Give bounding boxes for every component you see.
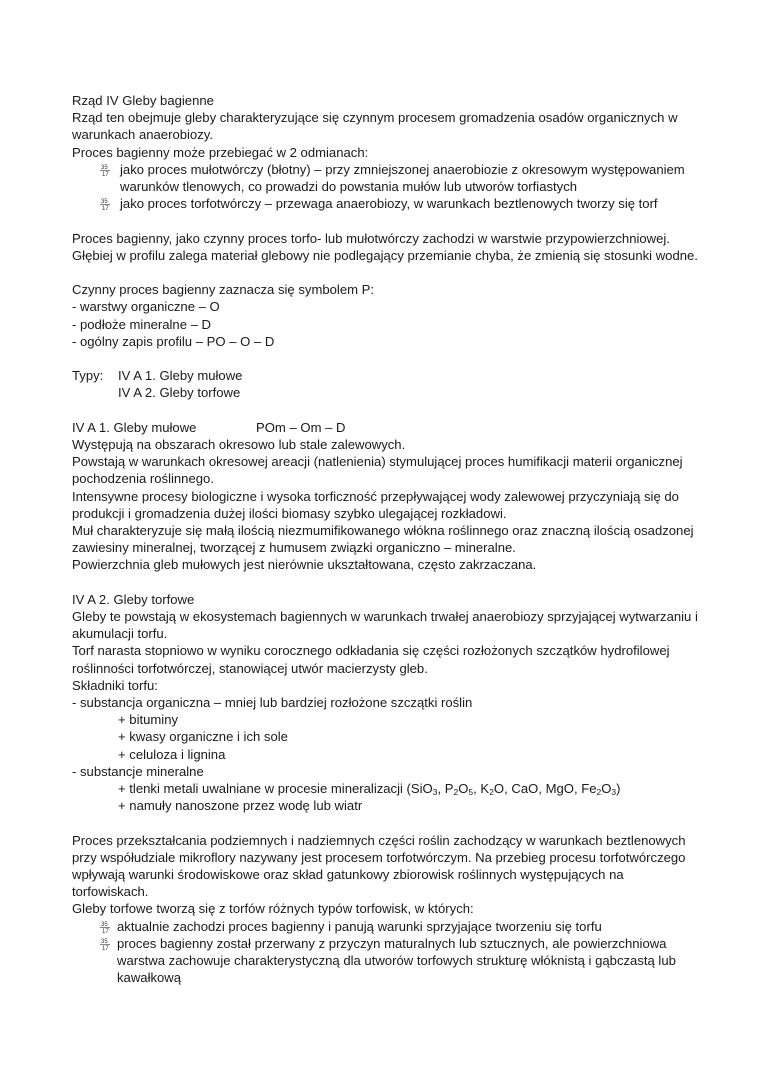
types-block bbox=[72, 367, 702, 401]
mulowe-line: Występują na obszarach okresowo lub stale zalewowych. bbox=[72, 437, 406, 452]
mulowe-line: Powierzchnia gleb mułowych jest nierównie ukształtowana, często zakrzaczana. bbox=[72, 557, 537, 573]
mulowe-line: Intensywne procesy biologiczne i wysoka torficzność przepływającej wody zalewowej przyczyniają się do produkcji i gromadzenia dużej ilości biomasy szybko ulegającej rozkładowi. bbox=[72, 488, 679, 521]
section-heading: Rząd IV Gleby bagienne bbox=[72, 93, 214, 108]
list-item bbox=[72, 161, 702, 195]
svg-text:35: 35 bbox=[101, 938, 108, 945]
origin-text: proces bagienny został przerwany z przyczyn maturalnych lub sztucznych, ale powierzchniowa warstwa zachowuje charakterystyczną dla utworów torfowych strukturę włóknistą i gąbczastą lub kawałkową bbox=[117, 935, 676, 986]
svg-text:17: 17 bbox=[102, 171, 109, 177]
types-label: Typy: bbox=[72, 368, 104, 384]
svg-text:35: 35 bbox=[101, 199, 108, 206]
origin-text: aktualnie zachodzi proces bagienny i panują warunki sprzyjające tworzeniu się torfu bbox=[117, 918, 602, 934]
symbol-lead: Czynny proces bagienny zaznacza się symbolem P: bbox=[72, 282, 375, 298]
organic-item: + celuloza i lignina bbox=[118, 746, 226, 762]
torfowe-line: Torf narasta stopniowo w wyniku corocznego odkładania się części rozłożonych szczątków hydrofilowej roślinności torfotwórczej, stanowiącej utwór macierzysty gleb. bbox=[72, 643, 670, 676]
symbol-line: - podłoże mineralne – D bbox=[72, 316, 212, 332]
calendar-bullet-icon bbox=[98, 197, 112, 211]
variant-text: jako proces mułotwórczy (błotny) – przy zmniejszonej anaerobiozie z okresowym występowaniem warunków tlenowych, co prowadzi do powstania mułów lub utworów torfiastych bbox=[120, 161, 685, 195]
mulowe-profile: POm – Om – D bbox=[256, 419, 346, 435]
svg-text:17: 17 bbox=[102, 945, 109, 951]
type-item: IV A 2. Gleby torfowe bbox=[118, 385, 241, 401]
svg-text:35: 35 bbox=[101, 921, 108, 928]
intro-paragraph: Rząd ten obejmuje gleby charakteryzujące się czynnym procesem gromadzenia osadów organicznych w warunkach anaerobiozy. bbox=[72, 110, 678, 143]
mulowe-title-row bbox=[72, 419, 702, 436]
variants-lead: Proces bagienny może przebiegać w 2 odmianach: bbox=[72, 144, 369, 160]
document-page bbox=[72, 92, 702, 986]
calendar-bullet-icon bbox=[98, 937, 112, 951]
organic-item: + kwasy organiczne i ich sole bbox=[118, 729, 288, 745]
svg-text:17: 17 bbox=[102, 206, 109, 212]
mulowe-title: IV A 1. Gleby mułowe bbox=[72, 419, 197, 435]
svg-text:17: 17 bbox=[102, 928, 109, 934]
symbol-line: - ogólny zapis profilu – PO – O – D bbox=[72, 333, 275, 349]
active-process-paragraph: Proces bagienny, jako czynny proces torfo- lub mułotwórczy zachodzi w warstwie przypowierzchniowej. Głębiej w profilu zalega materiał glebowy nie podlegający przemianie chyba, że zmienią się stosunki wodne. bbox=[72, 230, 698, 263]
origin-lead: Gleby torfowe tworzą się z torfów różnych typów torfowisk, w których: bbox=[72, 901, 474, 917]
list-item bbox=[72, 195, 702, 212]
organic-item: + bituminy bbox=[118, 712, 179, 728]
process-paragraph: Proces przekształcania podziemnych i nadziemnych części roślin zachodzący w warunkach beztlenowych przy współudziale mikroflory nazywany jest procesem torfotwórczym. Na przebieg procesu torfotwórczego wpływają warunki środowiskowe oraz skład gatunkowy zbiorowisk roślinnych występujących na torfowiskach. bbox=[72, 832, 686, 900]
svg-text:35: 35 bbox=[101, 164, 108, 171]
mineral-line: - substancje mineralne bbox=[72, 763, 204, 779]
torfowe-title: IV A 2. Gleby torfowe bbox=[72, 591, 195, 607]
components-lead: Składniki torfu: bbox=[72, 677, 158, 693]
organic-line: - substancja organiczna – mniej lub bardziej rozłożone szczątki roślin bbox=[72, 695, 473, 711]
torfowe-line: Gleby te powstają w ekosystemach bagiennych w warunkach trwałej anaerobiozy sprzyjającej wytwarzaniu i akumulacji torfu. bbox=[72, 609, 698, 642]
type-item: IV A 1. Gleby mułowe bbox=[118, 368, 243, 384]
mulowe-line: Muł charakteryzuje się małą ilością niezmumifikowanego włókna roślinnego oraz znaczną ilością osadzonej zawiesiny mineralnej, tworzącej z humusem związki organiczno – mineralne. bbox=[72, 523, 694, 556]
metals-item: + tlenki metali uwalniane w procesie mineralizacji (SiO$_3$, $P_2O_5$, $K_2O$, CaO, MgO, $Fe_2O_3$) bbox=[118, 781, 621, 798]
variant-text: jako proces torfotwórczy – przewaga anaerobiozy, w warunkach beztlenowych tworzy się torf bbox=[120, 196, 658, 212]
symbol-line: - warstwy organiczne – O bbox=[72, 299, 220, 315]
calendar-bullet-icon bbox=[98, 920, 112, 934]
calendar-bullet-icon bbox=[98, 163, 112, 177]
mulowe-line: Powstają w warunkach okresowej areacji (natlenienia) stymulującej proces humifikacji materii organicznej pochodzenia roślinnego. bbox=[72, 454, 683, 487]
list-item bbox=[72, 935, 702, 987]
silt-item: + namuły nanoszone przez wodę lub wiatr bbox=[118, 798, 363, 814]
list-item bbox=[72, 918, 702, 935]
